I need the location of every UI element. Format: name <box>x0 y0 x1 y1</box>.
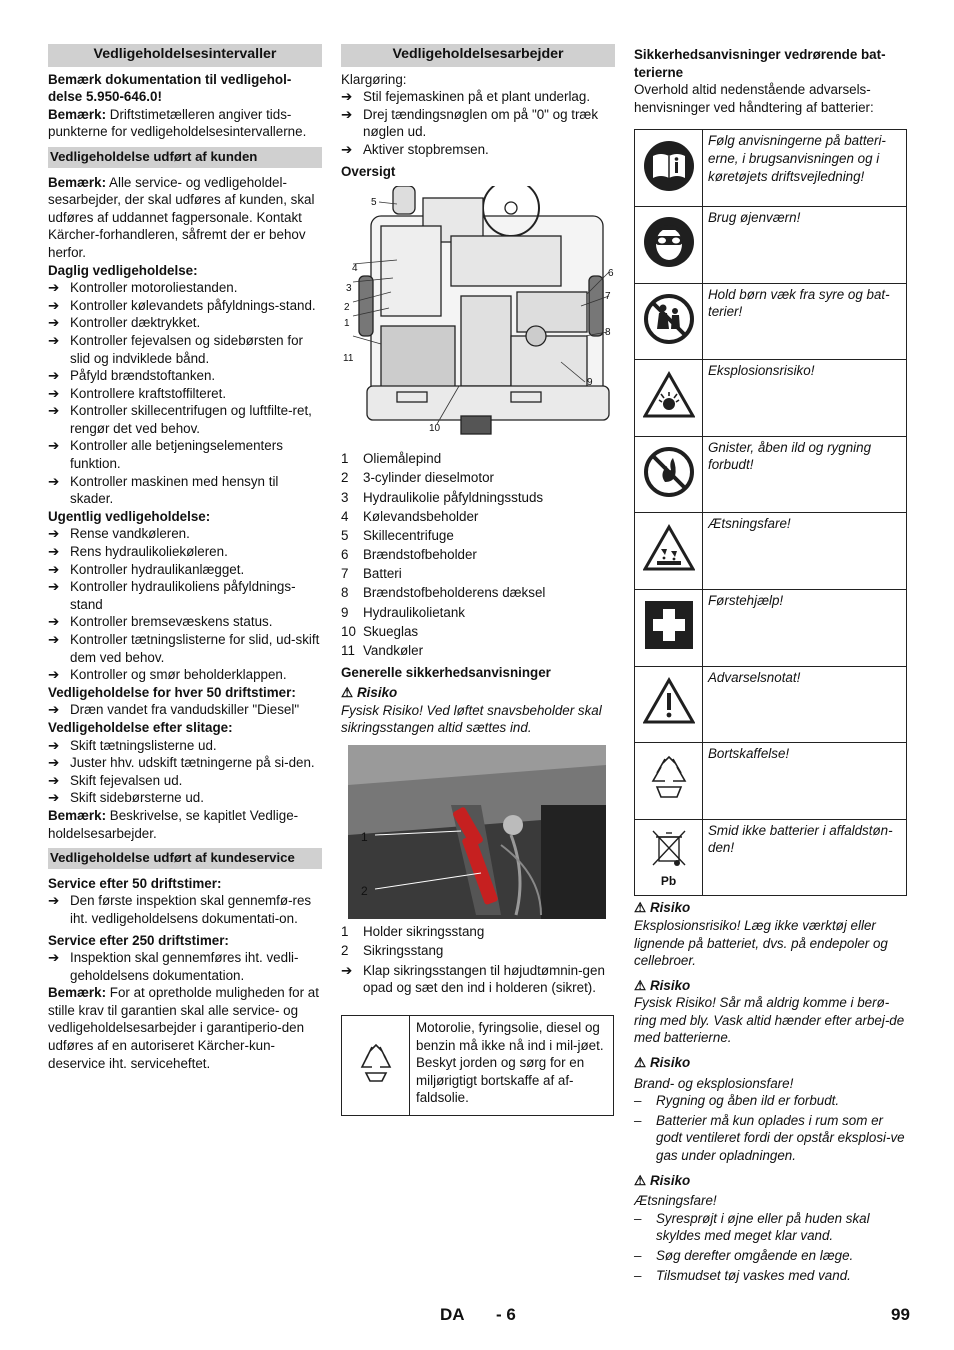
weekly-list <box>48 525 322 683</box>
symbol-text: Eksplosionsrisiko! <box>703 360 907 437</box>
list-item: ➔ Kontroller hydraulikanlægget. <box>48 561 245 577</box>
arrow-icon: ➔ <box>48 667 60 683</box>
legend-item: 2 Sikringsstang <box>341 943 444 959</box>
list-item: ➔ Rens hydraulikoliekøleren. <box>48 544 228 560</box>
recycle-icon <box>342 1016 410 1115</box>
overview-heading: Oversigt <box>341 163 396 179</box>
doc-note: Bemærk dokumentation til vedligehol-delse 5.950-646.0! <box>48 71 292 105</box>
s250-heading: Service efter 250 driftstimer: <box>48 932 229 948</box>
arrow-icon: ➔ <box>48 332 60 348</box>
list-item: ➔ Kontroller alle betjeningselementers funktion. <box>48 438 283 472</box>
list-item: – Batterier må kun oplades i rum som er godt ventileret fordi der opstår eksplosi-ve gas under opladningen. <box>634 1112 905 1164</box>
environment-notice <box>341 1015 614 1116</box>
legend-item: 4 Kølevandsbeholder <box>341 508 479 524</box>
list-item: ➔ Kontroller tætningslisterne for slid, ud-skift dem ved behov. <box>48 632 320 665</box>
environment-text: Motorolie, fyringsolie, diesel og benzin må ikke nå ind i mil-jøet. Beskyt jorden og sørg for en miljørigtigt bortskaffe af af-faldsolie. <box>416 1019 604 1106</box>
arrow-icon: ➔ <box>48 438 60 454</box>
table-row <box>635 360 907 437</box>
list-item: ➔ Drej tændingsnøglen om på "0" og træk nøglen ud. <box>341 106 599 140</box>
wear-list <box>48 737 322 807</box>
list-item: ➔ Rense vandkøleren. <box>48 526 190 542</box>
arrow-icon: ➔ <box>341 89 353 105</box>
risk-label: ⚠ Risiko <box>634 977 691 993</box>
column-maintenance-work <box>341 44 615 1116</box>
footer-language: DA <box>440 1305 465 1324</box>
risk-text: Ætsningsfare! <box>634 1193 717 1209</box>
legend-item: 1 Oliemålepind <box>341 451 442 467</box>
symbol-text: Ætsningsfare! <box>703 513 907 590</box>
arrow-icon: ➔ <box>48 385 60 401</box>
list-item: ➔ Kontroller og smør beholderklappen. <box>48 667 287 683</box>
daily-heading: Daglig vedligeholdelse: <box>48 262 198 278</box>
table-row <box>635 130 907 207</box>
subsection-service: Vedligeholdelse udført af kundeservice <box>48 848 322 869</box>
warning-icon <box>635 666 703 743</box>
note-text: Driftstimetælleren angiver tids-punkterne for vedligeholdelsesintervallerne. <box>48 106 307 140</box>
table-row <box>635 666 907 743</box>
callout-6: 6 <box>608 268 614 280</box>
legend-item: 8 Brændstofbeholderens dæksel <box>341 585 546 601</box>
legend-item: 3 Hydraulikolie påfyldningsstuds <box>341 489 544 505</box>
arrow-icon: ➔ <box>48 297 60 313</box>
symbol-text: Hold børn væk fra syre og bat-terier! <box>703 283 907 360</box>
callout-10: 10 <box>429 423 441 435</box>
pb-label: Pb <box>660 874 677 889</box>
list-item: – Søg derefter omgående en læge. <box>634 1248 854 1263</box>
warning-icon: ⚠ <box>634 1172 647 1188</box>
column-battery-safety <box>634 44 908 1284</box>
callout-11: 11 <box>343 353 354 365</box>
machine-drawing <box>341 186 615 448</box>
section-title-work: Vedligeholdelsesarbejder <box>341 44 615 67</box>
list-item: ➔ Kontrollere kraftstoffilteret. <box>48 385 227 401</box>
goggles-icon <box>635 206 703 283</box>
list-item: ➔ Kontroller bremsevæskens status. <box>48 614 273 630</box>
arrow-icon: ➔ <box>48 280 60 296</box>
note-warranty <box>48 984 322 1072</box>
list-item: – Rygning og åben ild er forbudt. <box>634 1093 840 1109</box>
no-bin-icon <box>635 819 703 896</box>
list-item: ➔ Påfyld brændstoftanken. <box>48 368 216 384</box>
table-row <box>635 206 907 283</box>
list-item: ➔ Kontroller motoroliestanden. <box>48 280 238 296</box>
callout-9: 9 <box>587 377 593 389</box>
symbol-text: Førstehjælp! <box>703 589 907 666</box>
general-safety-heading: Generelle sikkerhedsanvisninger <box>341 664 551 680</box>
legend-item: 5 Skillecentrifuge <box>341 527 454 543</box>
list-item: ➔ Juster hhv. udskift tætningerne på si-den. <box>48 755 315 771</box>
note-label: Bemærk: <box>48 174 107 190</box>
table-row <box>635 819 907 896</box>
no-fire-icon <box>635 436 703 513</box>
symbol-text: Følg anvisningerne på batteri-erne, i brugsanvisningen og i køretøjets driftsvejledning! <box>703 130 907 207</box>
arrow-icon: ➔ <box>48 473 60 489</box>
weekly-heading: Ugentlig vedligeholdelse: <box>48 508 211 524</box>
arrow-icon: ➔ <box>48 893 60 909</box>
risk-text: Fysisk Risiko! Sår må aldrig komme i berø-ring med bly. Vask altid hænder efter arbej-de med batterierne. <box>634 995 905 1046</box>
warning-icon: ⚠ <box>634 977 647 993</box>
note-label: Bemærk: <box>48 807 107 823</box>
note-text: For at opretholde muligheden for at stille krav til garantien skal alle service- og vedligeholdelsesarbejder i garantiperio-den udføres af en autoriseret Kärcher-kun-deservice iht. serviceheftet. <box>48 985 319 1071</box>
note-see-chapter <box>48 807 322 842</box>
list-item: ➔ Skift fejevalsen ud. <box>48 772 183 788</box>
arrow-icon: ➔ <box>341 962 353 978</box>
explosion-icon <box>635 360 703 437</box>
manual-icon <box>635 130 703 207</box>
symbol-text: Bortskaffelse! <box>703 743 907 820</box>
table-row <box>635 436 907 513</box>
risk-label: ⚠ Risiko <box>341 685 398 701</box>
table-row <box>635 589 907 666</box>
photo-callout-1: 1 <box>361 830 368 844</box>
legend-item: 6 Brændstofbeholder <box>341 547 477 563</box>
arrow-icon: ➔ <box>341 141 353 157</box>
arrow-icon: ➔ <box>48 632 60 647</box>
risk-label: ⚠ Risiko <box>634 900 691 916</box>
legend-item: 10 Skueglas <box>341 623 419 639</box>
arrow-icon: ➔ <box>48 950 60 966</box>
list-item: ➔ Kontroller skillecentrifugen og luftfilte-ret, rengør det ved behov. <box>48 403 312 436</box>
callout-1: 1 <box>344 318 350 330</box>
table-row <box>635 743 907 820</box>
battery-symbols-table <box>634 129 907 896</box>
arrow-icon: ➔ <box>48 755 60 771</box>
legend-item: 9 Hydraulikolietank <box>341 604 465 620</box>
note-qualified-staff <box>48 174 322 262</box>
risk-text: Eksplosionsrisiko! Læg ikke værktøj eller lignende på batteriet, dvs. på endepoler og cellebroer. <box>634 917 888 969</box>
note-text: Beskrivelse, se kapitlet Vedlige-holdelsesarbejder. <box>48 807 299 841</box>
note-hour-meter <box>48 106 322 141</box>
corrosive-icon <box>635 513 703 590</box>
arrow-icon: ➔ <box>48 544 60 560</box>
table-row <box>635 283 907 360</box>
battery-safety-heading: Sikkerhedsanvisninger vedrørende bat-terierne <box>634 47 886 80</box>
callout-5: 5 <box>371 197 377 209</box>
photo-callout-2: 2 <box>361 884 368 898</box>
callout-3: 3 <box>346 283 352 295</box>
arrow-icon: ➔ <box>48 702 60 718</box>
first-aid-icon <box>635 589 703 666</box>
arrow-icon: ➔ <box>48 403 60 419</box>
machine-overview-figure <box>341 186 615 448</box>
h50-heading: Vedligeholdelse for hver 50 driftstimer: <box>48 684 296 700</box>
arrow-icon: ➔ <box>48 614 60 630</box>
s50-heading: Service efter 50 driftstimer: <box>48 875 222 891</box>
note-text: Alle service- og vedligeholdel-sesarbejder, der skal udføres af kunden, skal udføres af uddannet fagpersonale. Kontakt Kärcher-forhandleren, såfremt der er behov herfor. <box>48 174 315 260</box>
note-label: Bemærk: <box>48 106 107 122</box>
overview-legend <box>341 450 615 659</box>
symbol-text: Smid ikke batterier i affaldstøn-den! <box>703 819 907 896</box>
keep-children-away-icon <box>635 283 703 360</box>
list-item: ➔ Dræn vandet fra vandudskiller "Diesel" <box>48 702 300 718</box>
warning-icon: ⚠ <box>341 685 354 701</box>
list-item: – Syresprøjt i øjne eller på huden skal skyldes med meget klar vand. <box>634 1210 870 1244</box>
arrow-icon: ➔ <box>48 368 60 384</box>
safety-bar-illustration <box>341 745 615 919</box>
wear-heading: Vedligeholdelse efter slitage: <box>48 719 233 735</box>
legend-item: 2 3-cylinder dieselmotor <box>341 470 494 486</box>
risk-label: ⚠ Risiko <box>634 1172 691 1188</box>
list-item: ➔ Aktiver stopbremsen. <box>341 141 489 157</box>
list-item: ➔ Inspektion skal gennemføres iht. vedli-geholdelsens dokumentation. <box>48 950 299 983</box>
prep-heading: Klargøring: <box>341 71 407 87</box>
daily-list <box>48 279 322 508</box>
arrow-icon: ➔ <box>48 526 60 542</box>
arrow-icon: ➔ <box>48 790 60 806</box>
warning-icon: ⚠ <box>634 1055 647 1071</box>
risk-text: Brand- og eksplosionsfare! <box>634 1075 794 1091</box>
legend-item: 7 Batteri <box>341 566 402 582</box>
list-item: ➔ Den første inspektion skal gennemfø-res iht. vedligeholdelsens dokumentati-on. <box>48 893 312 926</box>
callout-7: 7 <box>605 291 611 303</box>
battery-intro: Overhold altid nedenstående advarsels-henvisninger ved håndtering af batterier: <box>634 82 874 115</box>
callout-2: 2 <box>344 302 350 314</box>
list-item: – Tilsmudset tøj vaskes med vand. <box>634 1267 851 1283</box>
legend-item: 1 Holder sikringsstang <box>341 924 485 939</box>
footer-local-page: - 6 <box>496 1305 516 1324</box>
recycle-icon <box>635 743 703 820</box>
list-item: ➔ Kontroller dæktrykket. <box>48 315 201 331</box>
callout-4: 4 <box>352 263 358 275</box>
subsection-customer: Vedligeholdelse udført af kunden <box>48 147 322 168</box>
risk-label: ⚠ Risiko <box>634 1055 691 1071</box>
legend-item: 11 Vandkøler <box>341 643 424 659</box>
arrow-icon: ➔ <box>341 106 353 122</box>
safety-bar-photo <box>341 745 615 919</box>
list-item: ➔ Kontroller fejevalsen og sidebørsten for slid og indviklede bånd. <box>48 332 303 366</box>
footer-page-number: 99 <box>891 1305 910 1324</box>
list-item: ➔ Kontroller maskinen med hensyn til skader. <box>48 473 279 507</box>
risk-text: Fysisk Risiko! Ved løftet snavsbeholder skal sikringsstangen altid sættes ind. <box>341 702 602 736</box>
note-label: Bemærk: <box>48 985 107 1001</box>
warning-icon: ⚠ <box>634 900 647 916</box>
arrow-icon: ➔ <box>48 315 60 331</box>
list-item: ➔ Skift tætningslisterne ud. <box>48 737 217 753</box>
arrow-icon: ➔ <box>48 579 60 595</box>
list-item: ➔ Stil fejemaskinen på et plant underlag. <box>341 89 591 105</box>
list-item: ➔ Skift sidebørsterne ud. <box>48 790 204 806</box>
symbol-text: Advarselsnotat! <box>703 666 907 743</box>
column-maintenance-intervals <box>48 44 322 1072</box>
symbol-text: Brug øjenværn! <box>703 206 907 283</box>
list-item: ➔ Klap sikringsstangen til højudtømnin-gen opad og sæt den ind i holderen (sikret). <box>341 962 605 996</box>
arrow-icon: ➔ <box>48 737 60 753</box>
list-item: ➔ Kontroller kølevandets påfyldnings-stand. <box>48 297 316 313</box>
symbol-text: Gnister, åben ild og rygning forbudt! <box>703 436 907 513</box>
arrow-icon: ➔ <box>48 561 60 577</box>
list-item: ➔ Kontroller hydraulikoliens påfyldnings-stand <box>48 579 296 612</box>
section-title-intervals: Vedligeholdelsesintervaller <box>48 44 322 67</box>
callout-8: 8 <box>605 327 611 339</box>
arrow-icon: ➔ <box>48 772 60 788</box>
photo-legend <box>341 923 615 960</box>
table-row <box>635 513 907 590</box>
